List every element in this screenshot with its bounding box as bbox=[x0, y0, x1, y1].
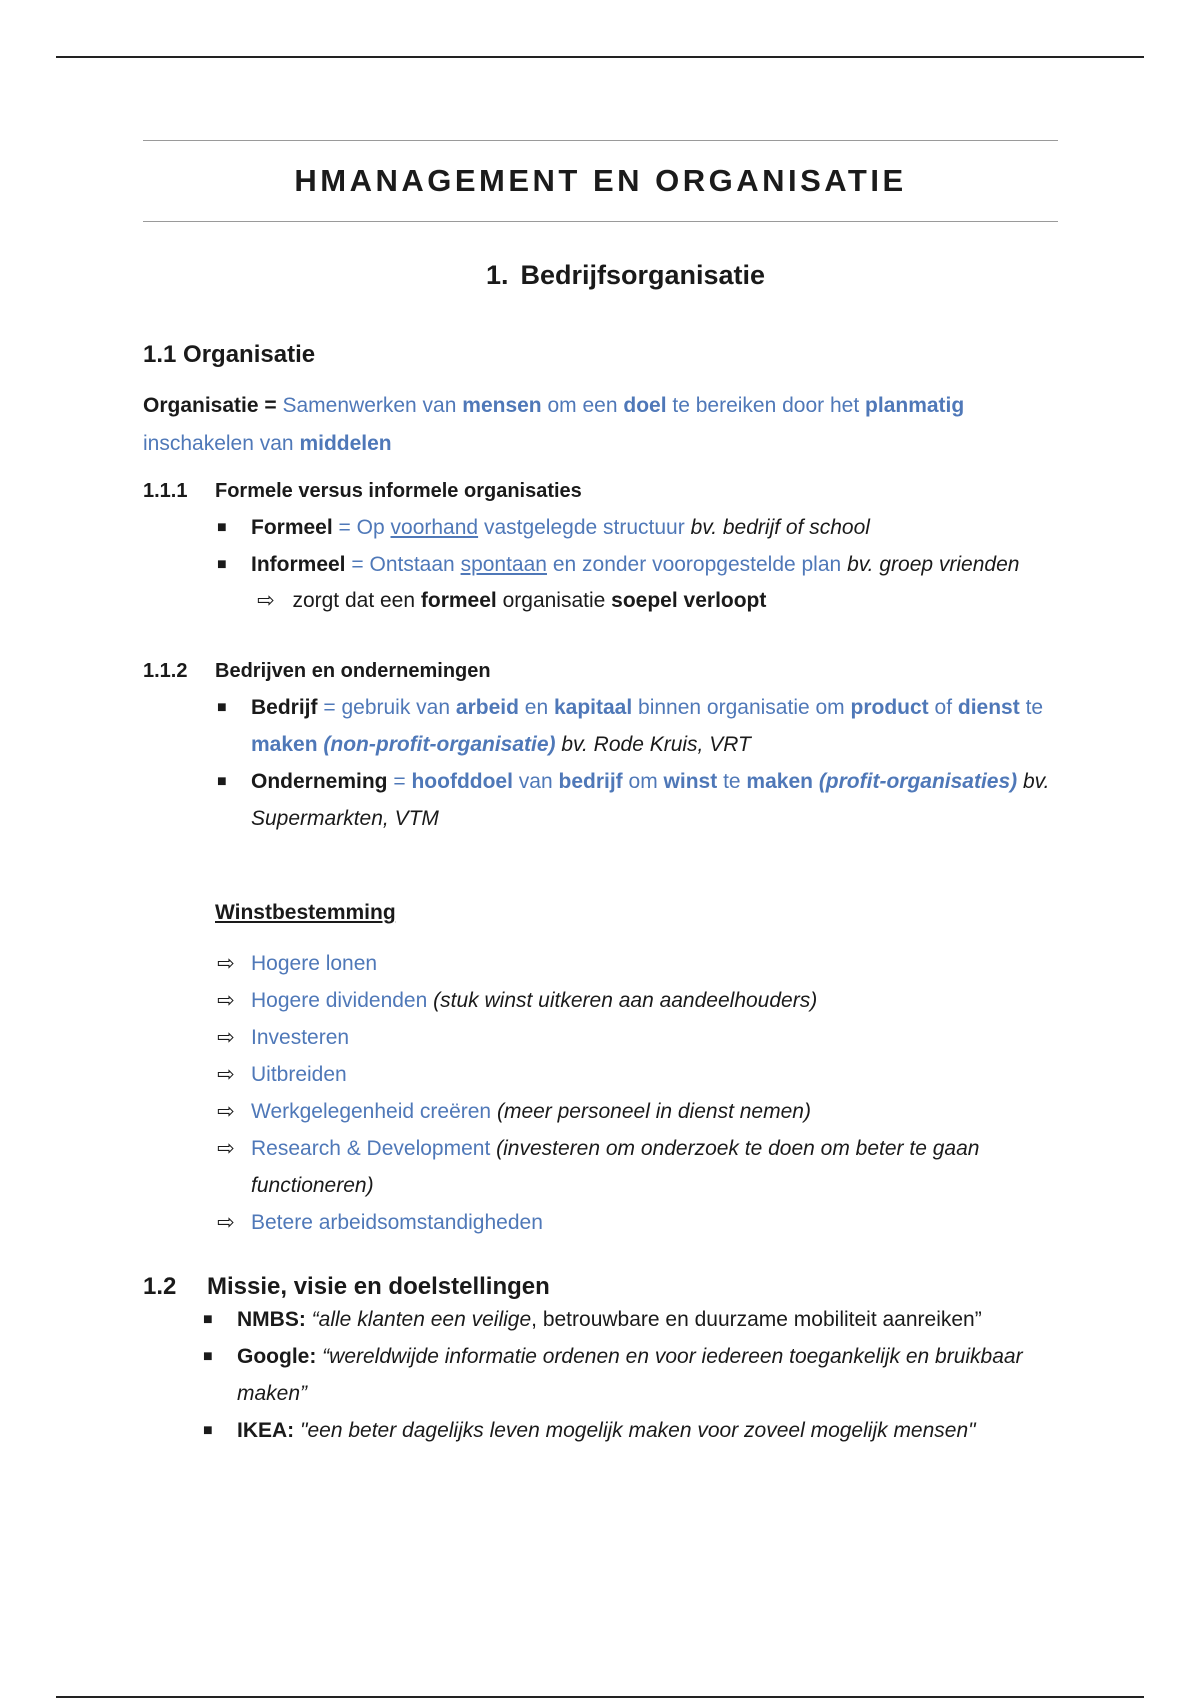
list-item-informeel bbox=[217, 546, 1058, 583]
square-bullet-icon: ■ bbox=[217, 773, 227, 790]
def-keyword: mensen bbox=[462, 394, 542, 417]
org-name: NMBS: bbox=[237, 1308, 306, 1331]
item-text: Research & Development bbox=[251, 1137, 491, 1160]
document-page bbox=[143, 140, 1058, 1449]
quote: “wereldwijde informatie ordenen en voor iedereen toegankelijk en bruikbaar maken” bbox=[237, 1345, 1023, 1405]
item-text: Hogere lonen bbox=[251, 952, 378, 975]
def-text: Op bbox=[356, 516, 385, 539]
equals: = bbox=[323, 696, 336, 719]
def-text: en zonder vooropgestelde plan bbox=[552, 553, 842, 576]
def-keyword: middelen bbox=[299, 432, 392, 455]
section-number: 1.2 bbox=[143, 1273, 177, 1300]
section-title: Missie, visie en doelstellingen bbox=[207, 1273, 550, 1300]
mission-list bbox=[143, 1301, 1058, 1449]
subsection-title: Formele versus informele organisaties bbox=[215, 480, 582, 502]
def-keyword: kapitaal bbox=[553, 696, 633, 719]
def-underlined: voorhand bbox=[390, 516, 479, 539]
term: Bedrijf bbox=[251, 696, 318, 719]
def-keyword: doel bbox=[623, 394, 667, 417]
equals: = bbox=[351, 553, 364, 576]
def-keyword: arbeid bbox=[455, 696, 519, 719]
subsection-title: Bedrijven en ondernemingen bbox=[215, 660, 491, 682]
formeel-informeel-list bbox=[143, 509, 1058, 583]
chapter-heading bbox=[143, 260, 1058, 291]
def-text: van bbox=[518, 770, 553, 793]
def-keyword: maken bbox=[746, 770, 813, 793]
org-name: Google: bbox=[237, 1345, 317, 1368]
def-text: en bbox=[524, 696, 549, 719]
square-bullet-icon: ■ bbox=[203, 1348, 213, 1365]
outline-arrow-icon: ⇨ bbox=[217, 1211, 235, 1234]
equals: = bbox=[338, 516, 351, 539]
section-heading-1-2 bbox=[143, 1273, 1058, 1301]
subsection-number: 1.1.1 bbox=[143, 480, 188, 502]
list-item bbox=[217, 945, 1058, 982]
term: Formeel bbox=[251, 516, 333, 539]
definition-term: Organisatie = bbox=[143, 394, 277, 417]
item-text: Betere arbeidsomstandigheden bbox=[251, 1211, 543, 1234]
example: bv. bedrijf of school bbox=[690, 516, 870, 539]
outline-arrow-icon: ⇨ bbox=[217, 989, 235, 1012]
square-bullet-icon: ■ bbox=[217, 519, 227, 536]
def-keyword: winst bbox=[663, 770, 718, 793]
term: Onderneming bbox=[251, 770, 388, 793]
def-text: te bereiken door het bbox=[672, 394, 860, 417]
list-item-google bbox=[203, 1338, 1058, 1412]
list-item bbox=[217, 1130, 1058, 1204]
def-text: inschakelen van bbox=[143, 432, 294, 455]
item-note: (meer personeel in dienst nemen) bbox=[496, 1100, 811, 1123]
quote-rest: , betrouwbare en duurzame mobiliteit aanreiken” bbox=[531, 1308, 982, 1331]
outline-arrow-icon: ⇨ bbox=[217, 1026, 235, 1049]
def-keyword: dienst bbox=[957, 696, 1020, 719]
def-text: gebruik van bbox=[341, 696, 451, 719]
outline-arrow-icon: ⇨ bbox=[217, 1137, 235, 1160]
winstbestemming-list bbox=[143, 945, 1058, 1241]
chapter-title: Bedrijfsorganisatie bbox=[520, 260, 766, 290]
winstbestemming-heading: Winstbestemming bbox=[215, 901, 396, 924]
def-keyword: hoofddoel bbox=[411, 770, 513, 793]
list-item bbox=[217, 1093, 1058, 1130]
def-text: binnen organisatie om bbox=[638, 696, 845, 719]
square-bullet-icon: ■ bbox=[217, 556, 227, 573]
list-item bbox=[217, 1019, 1058, 1056]
square-bullet-icon: ■ bbox=[217, 699, 227, 716]
outline-arrow-icon: ⇨ bbox=[257, 589, 275, 612]
def-text: te bbox=[723, 770, 741, 793]
page-bottom-rule bbox=[56, 1696, 1144, 1698]
note-text: organisatie bbox=[502, 589, 606, 612]
def-keyword: product bbox=[850, 696, 929, 719]
subsection-heading-1-1-2 bbox=[143, 653, 1058, 689]
org-name: IKEA: bbox=[237, 1419, 295, 1442]
subsection-number: 1.1.2 bbox=[143, 660, 188, 682]
item-text: Werkgelegenheid creëren bbox=[251, 1100, 492, 1123]
example: bv. Rode Kruis, VRT bbox=[561, 733, 751, 756]
list-item-bedrijf bbox=[217, 689, 1058, 763]
note-text: zorgt dat een bbox=[292, 589, 416, 612]
def-underlined: spontaan bbox=[460, 553, 547, 576]
list-item bbox=[217, 1056, 1058, 1093]
def-keyword: planmatig bbox=[865, 394, 965, 417]
section-heading-1-1: 1.1 Organisatie bbox=[143, 341, 316, 368]
def-keyword: bedrijf bbox=[558, 770, 623, 793]
item-note: (stuk winst uitkeren aan aandeelhouders) bbox=[433, 989, 818, 1012]
list-item-formeel bbox=[217, 509, 1058, 546]
def-text: Samenwerken van bbox=[282, 394, 457, 417]
equals: = bbox=[393, 770, 406, 793]
def-keyword: maken bbox=[251, 733, 318, 756]
outline-arrow-icon: ⇨ bbox=[217, 1100, 235, 1123]
def-text: om een bbox=[547, 394, 618, 417]
page-top-rule bbox=[56, 56, 1144, 58]
square-bullet-icon: ■ bbox=[203, 1422, 213, 1439]
organisatie-definition bbox=[143, 387, 1058, 463]
outline-arrow-icon: ⇨ bbox=[217, 1063, 235, 1086]
def-text: om bbox=[628, 770, 658, 793]
list-item-nmbs bbox=[203, 1301, 1058, 1338]
document-title: HMANAGEMENT EN ORGANISATIE bbox=[294, 163, 907, 198]
bedrijf-onderneming-list bbox=[143, 689, 1058, 837]
list-item-onderneming bbox=[217, 763, 1058, 837]
chapter-number: 1. bbox=[485, 260, 509, 290]
def-keyword: (profit-organisaties) bbox=[818, 770, 1018, 793]
term: Informeel bbox=[251, 553, 346, 576]
def-text: of bbox=[934, 696, 953, 719]
note-bold: soepel verloopt bbox=[611, 589, 767, 612]
quote: “alle klanten een veilige bbox=[311, 1308, 532, 1331]
def-text: te bbox=[1025, 696, 1044, 719]
item-text: Uitbreiden bbox=[251, 1063, 347, 1086]
item-note: (investeren om onderzoek te doen om beter te gaan functioneren) bbox=[251, 1137, 980, 1197]
list-item bbox=[217, 1204, 1058, 1241]
outline-arrow-icon: ⇨ bbox=[217, 952, 235, 975]
list-item-ikea bbox=[203, 1412, 1058, 1449]
list-item bbox=[217, 982, 1058, 1019]
informeel-note bbox=[143, 583, 1058, 619]
item-text: Hogere dividenden bbox=[251, 989, 428, 1012]
item-text: Investeren bbox=[251, 1026, 350, 1049]
square-bullet-icon: ■ bbox=[203, 1311, 213, 1328]
note-bold: formeel bbox=[420, 589, 497, 612]
title-block bbox=[143, 140, 1058, 222]
def-keyword: (non-profit-organisatie) bbox=[323, 733, 556, 756]
def-text: Ontstaan bbox=[369, 553, 455, 576]
def-text: vastgelegde structuur bbox=[483, 516, 685, 539]
subsection-heading-1-1-1 bbox=[143, 473, 1058, 509]
example: bv. Supermarkten, VTM bbox=[251, 770, 1050, 830]
example: bv. groep vrienden bbox=[847, 553, 1020, 576]
quote: "een beter dagelijks leven mogelijk maken voor zoveel mogelijk mensen" bbox=[300, 1419, 976, 1442]
